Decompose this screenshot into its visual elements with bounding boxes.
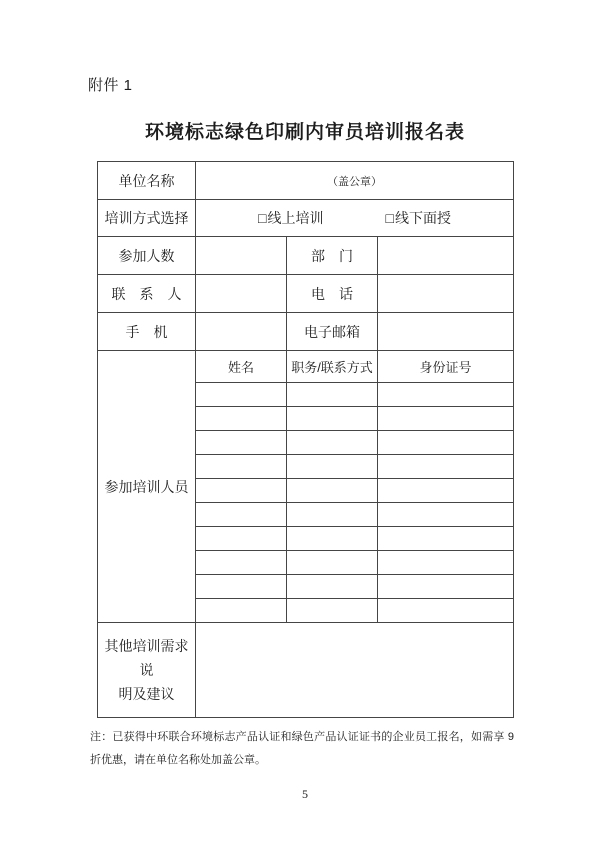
option-offline-checkbox[interactable] bbox=[386, 208, 451, 228]
option-offline-label: 线下面授 bbox=[395, 210, 451, 226]
other-needs-label bbox=[98, 623, 196, 718]
trainee-cell[interactable] bbox=[378, 527, 514, 551]
footnote: 注：已获得中环联合环境标志产品认证和绿色产品认证证书的企业员工报名，如需享 9 折优惠，请在单位名称处加盖公章。 bbox=[90, 731, 514, 766]
trainee-cell[interactable] bbox=[378, 599, 514, 623]
mobile-label: 手 机 bbox=[98, 313, 196, 351]
trainee-cell[interactable] bbox=[378, 431, 514, 455]
page-title: 环境标志绿色印刷内审员培训报名表 bbox=[144, 122, 465, 143]
trainee-cell[interactable] bbox=[287, 455, 378, 479]
contact-person-label: 联 系 人 bbox=[98, 275, 196, 313]
other-needs-input-cell[interactable] bbox=[196, 623, 514, 718]
mobile-row bbox=[98, 313, 514, 351]
trainee-cell[interactable] bbox=[196, 407, 287, 431]
trainee-cell[interactable] bbox=[196, 599, 287, 623]
trainee-cell[interactable] bbox=[196, 431, 287, 455]
department-input-cell[interactable] bbox=[378, 237, 514, 275]
mobile-input-cell[interactable] bbox=[196, 313, 287, 351]
trainee-cell[interactable] bbox=[287, 503, 378, 527]
other-needs-label-line1: 其他培训需求说 bbox=[104, 638, 189, 678]
trainee-cell[interactable] bbox=[378, 383, 514, 407]
trainees-section-label: 参加培训人员 bbox=[98, 351, 196, 623]
trainee-cell[interactable] bbox=[378, 551, 514, 575]
page-number: 5 bbox=[302, 787, 308, 801]
trainee-cell[interactable] bbox=[378, 575, 514, 599]
phone-input-cell[interactable] bbox=[378, 275, 514, 313]
other-needs-row bbox=[98, 623, 514, 718]
department-label: 部 门 bbox=[287, 237, 378, 275]
trainee-cell[interactable] bbox=[287, 575, 378, 599]
phone-label: 电 话 bbox=[287, 275, 378, 313]
email-label: 电子邮箱 bbox=[287, 313, 378, 351]
registration-form-table bbox=[97, 161, 514, 718]
trainee-cell[interactable] bbox=[287, 479, 378, 503]
trainee-cell[interactable] bbox=[378, 455, 514, 479]
trainee-cell[interactable] bbox=[378, 407, 514, 431]
trainee-cell[interactable] bbox=[287, 599, 378, 623]
trainee-cell[interactable] bbox=[196, 527, 287, 551]
training-mode-options-cell bbox=[196, 200, 514, 237]
trainee-cell[interactable] bbox=[196, 383, 287, 407]
trainee-cell[interactable] bbox=[287, 383, 378, 407]
checkbox-icon: □ bbox=[258, 210, 267, 226]
option-online-checkbox[interactable] bbox=[258, 208, 323, 228]
trainee-cell[interactable] bbox=[378, 503, 514, 527]
email-input-cell[interactable] bbox=[378, 313, 514, 351]
participants-label: 参加人数 bbox=[98, 237, 196, 275]
trainee-cell[interactable] bbox=[196, 455, 287, 479]
checkbox-icon: □ bbox=[385, 210, 394, 226]
other-needs-label-line2: 明及建议 bbox=[118, 686, 175, 702]
unit-name-input-cell[interactable] bbox=[196, 162, 514, 200]
trainee-cell[interactable] bbox=[287, 527, 378, 551]
training-mode-label: 培训方式选择 bbox=[98, 200, 196, 237]
trainee-tbody bbox=[98, 351, 514, 623]
trainee-cell[interactable] bbox=[378, 479, 514, 503]
trainee-cell[interactable] bbox=[287, 407, 378, 431]
trainee-id-header: 身份证号 bbox=[378, 351, 514, 383]
unit-name-label: 单位名称 bbox=[98, 162, 196, 200]
trainee-title-contact-header: 职务/联系方式 bbox=[287, 351, 378, 383]
seal-hint: （盖公章） bbox=[327, 175, 383, 188]
trainee-cell[interactable] bbox=[196, 551, 287, 575]
trainee-cell[interactable] bbox=[196, 503, 287, 527]
trainee-name-header: 姓名 bbox=[196, 351, 287, 383]
contact-row bbox=[98, 275, 514, 313]
trainee-cell[interactable] bbox=[196, 575, 287, 599]
trainee-cell[interactable] bbox=[287, 431, 378, 455]
attachment-label: 附件 1 bbox=[88, 77, 133, 94]
trainee-header-row bbox=[98, 351, 514, 383]
contact-person-input-cell[interactable] bbox=[196, 275, 287, 313]
option-online-label: 线上培训 bbox=[267, 210, 324, 226]
participants-row bbox=[98, 237, 514, 275]
training-mode-row bbox=[98, 200, 514, 237]
unit-name-row bbox=[98, 162, 514, 200]
participants-input-cell[interactable] bbox=[196, 237, 287, 275]
trainee-cell[interactable] bbox=[287, 551, 378, 575]
trainee-cell[interactable] bbox=[196, 479, 287, 503]
